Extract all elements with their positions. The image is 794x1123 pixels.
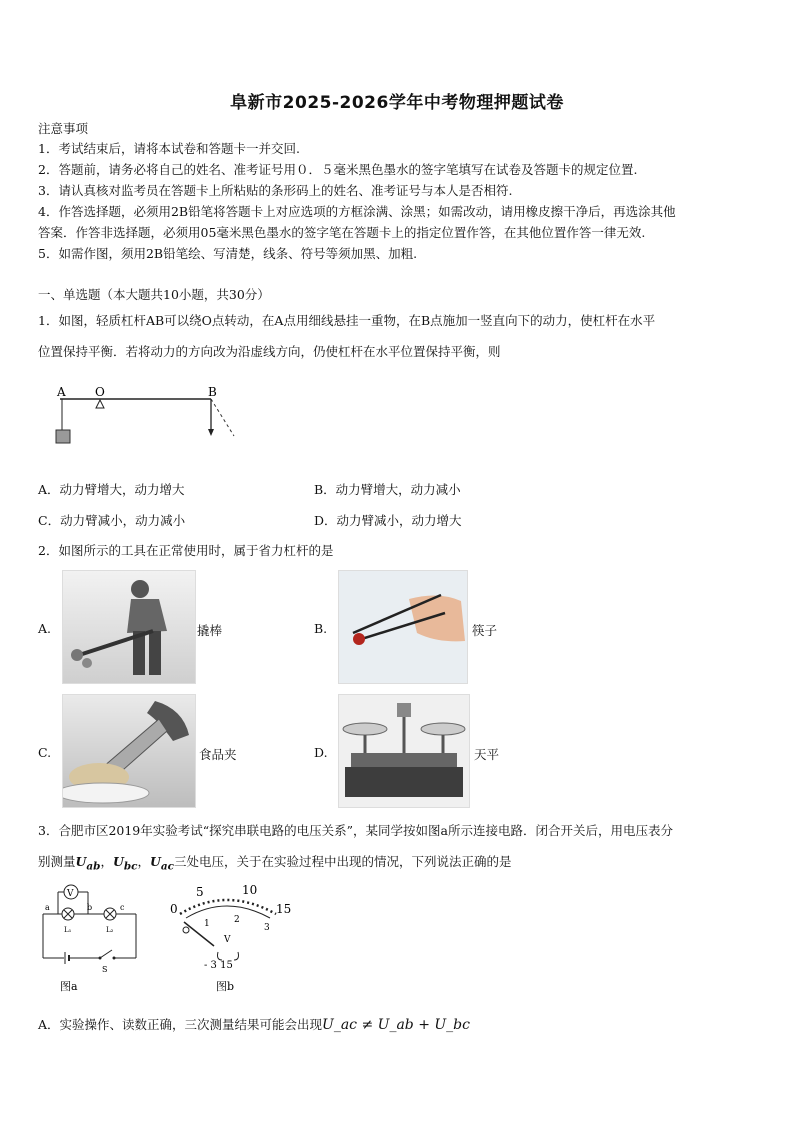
label-o: O [95,385,105,399]
dashed-force-line [211,399,234,436]
food-tongs-image [62,694,196,808]
switch-icon [100,950,112,958]
q1-option-c[interactable]: C．动力臂减小，动力减小 [38,513,186,528]
svg-text:c: c [120,903,125,912]
notes-item: 4．作答选择题，必须用2B铅笔将答题卡上对应选项的方框涂满、涂黑；如需改动，请用橡皮擦干净后，再选涂其他 [38,204,676,219]
q2-option-b-label: 筷子 [472,623,498,638]
q2-option-c-label: 食品夹 [199,747,237,762]
circuit-figure-a [38,880,148,996]
q2-option-c-letter[interactable]: C. [38,745,52,760]
weight-block [56,430,70,443]
q2-option-a-label: 撬棒 [197,623,223,638]
q1-stem: 位置保持平衡．若将动力的方向改为沿虚线方向，仍使杠杆在水平位置保持平衡，则 [38,344,501,359]
svg-text:L₂: L₂ [106,926,114,934]
page-title: 阜新市2025-2026学年中考物理押题试卷 [230,93,564,113]
q1-stem: 1．如图，轻质杠杆AB可以绕O点转动，在A点用细线悬挂一重物，在B点施加一竖直向下的动力，使杠杆在水平 [38,313,656,328]
notes-heading: 注意事项 [38,121,89,136]
svg-text:3: 3 [264,923,270,933]
q1-option-b[interactable]: B．动力臂增大，动力减小 [314,482,461,497]
notes-item: 3．请认真核对监考员在答题卡上所粘贴的条形码上的姓名、准考证号与本人是否相符. [38,183,513,198]
svg-text:0: 0 [170,902,178,916]
q2-option-d-label: 天平 [474,747,500,762]
voltmeter-figure-b [164,880,304,996]
balance-image [338,694,470,808]
q1-option-a[interactable]: A．动力臂增大，动力增大 [38,482,185,497]
label-a: A [57,385,66,399]
q3-stem: 3．合肥市区2019年实验考试“探究串联电路的电压关系”，某同学按如图a所示连接电路．闭合开关后，用电压表分 [38,823,673,838]
svg-text:b: b [87,903,93,912]
svg-text:图a: 图a [60,980,78,993]
notes-item: 答案．作答非选择题，必须用05毫米黑色墨水的签字笔在答题卡上的指定位置作答，在其他位置作答一律无效. [38,225,646,240]
svg-text:V: V [67,889,74,899]
q2-stem: 2．如图所示的工具在正常使用时，属于省力杠杆的是 [38,543,334,558]
notes-item: 1．考试结束后，请将本试卷和答题卡一并交回. [38,141,300,156]
svg-text:2: 2 [234,915,240,925]
svg-text:15: 15 [276,902,292,916]
force-arrow [208,429,214,436]
svg-text:- 3 15: - 3 15 [204,960,233,971]
q2-option-a-letter[interactable]: A. [38,621,52,636]
svg-text:图b: 图b [216,980,235,993]
svg-text:L₁: L₁ [64,926,72,934]
svg-text:S: S [102,965,108,974]
q1-option-d[interactable]: D．动力臂减小，动力增大 [314,513,462,528]
q2-option-d-letter[interactable]: D. [314,745,328,760]
crowbar-image [62,570,196,684]
svg-text:a: a [45,903,50,912]
svg-text:10: 10 [242,883,258,897]
label-b: B [208,385,217,399]
q3-option-a[interactable]: A．实验操作、读数正确，三次测量结果可能会出现U_ac ≠ U_ab + U_bc [38,1017,470,1033]
svg-text:1: 1 [204,919,210,929]
svg-text:V: V [224,935,231,945]
chopsticks-image [338,570,468,684]
lever-figure [48,384,248,454]
q3-stem-line2: 别测量$U_{ab}$，$U_{bc}$，$U_{ac}$三处电压，关于在实验过程中出现的情况，下列说法正确的是 [38,854,512,873]
q2-option-b-letter[interactable]: B. [314,621,328,636]
notes-item: 5．如需作图，须用2B铅笔绘、写清楚，线条、符号等须加黑、加粗. [38,246,418,261]
notes-item: 2．答题前，请务必将自己的姓名、准考证号用０．５毫米黑色墨水的签字笔填写在试卷及答题卡的规定位置. [38,162,638,177]
option-a-formula: U_ac ≠ U_ab + U_bc [322,1017,470,1033]
svg-text:5: 5 [196,885,204,899]
section-heading: 一、单选题（本大题共10小题，共30分） [38,287,270,302]
fulcrum-icon [96,400,104,408]
